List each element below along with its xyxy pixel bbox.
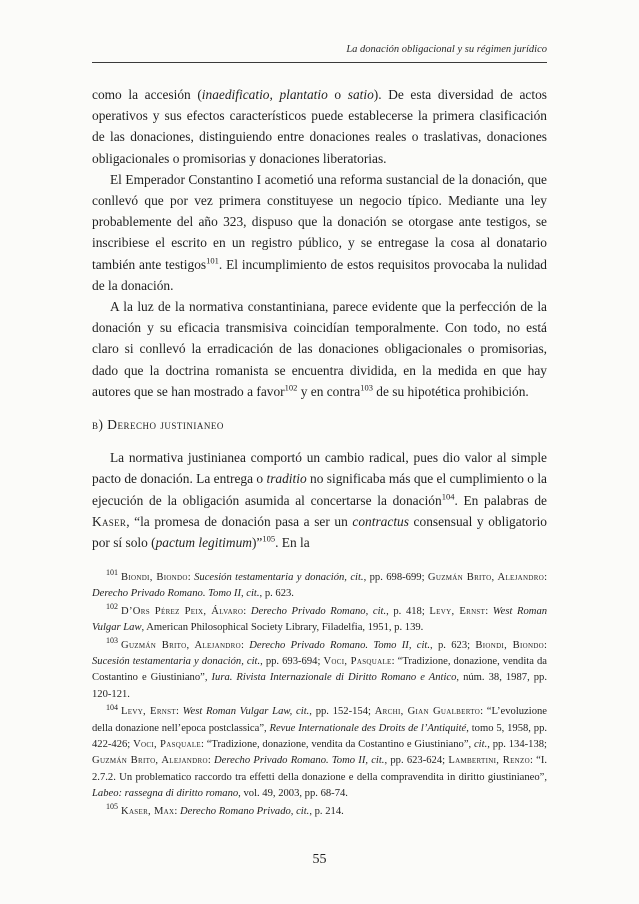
italic-run: inaedificatio, plantatio [201, 87, 328, 102]
footnote-ref: 105 [262, 533, 276, 544]
text-run: , pp. 698-699; [363, 572, 428, 583]
text-run: ). De esta diversidad de actos operativos y sus efectos característicos puede establecerse la primera clasificación de las donaciones, distinguiendo entre donaciones reales o traslativas, donaciones obligacionales o promisorias y donaciones liberatorias. [92, 87, 547, 166]
running-header: La donación obligacional y su régimen jurídico [346, 44, 547, 55]
text-run: , American Philosophical Society Library, Filadelfia, 1951, p. 139. [141, 622, 424, 634]
footnote-105 [92, 804, 547, 820]
text-run: o [327, 87, 348, 102]
text-run: : [544, 639, 547, 651]
text-run: , p. 623. [259, 588, 294, 600]
section-heading: b) Derecho justinianeo [92, 417, 224, 433]
italic-run: Derecho Privado Romano. Tomo II, cit. [214, 755, 385, 767]
text-run: A la luz de la normativa constantiniana, parece evidente que la perfección de la donación y su eficacia transmisiva coincidían temporalmente. Con todo, no está claro si conllevó la erradicación de las donaciones obligacionales o promisorias, dado que la doctrina romanista se encuentra dividida, en la medida en que hay autores que se han mostrado a favor [92, 299, 547, 399]
author-name: Biondi, Biondo [475, 639, 545, 651]
text-run: como la accesión ( [92, 87, 202, 102]
italic-run: traditio [266, 471, 307, 487]
italic-run: Derecho Romano Privado, cit. [179, 805, 310, 817]
text-run: )” [251, 535, 263, 551]
author-name: Levy, Ernst [429, 605, 486, 617]
paragraph-4 [92, 447, 547, 553]
italic-run: contractus [352, 513, 409, 529]
text-run: y en contra [297, 383, 361, 399]
page-number: 55 [312, 852, 327, 867]
text-run: , “la promesa de donación pasa a ser un [126, 513, 353, 529]
text-run: El Emperador Constantino I acometió una reforma sustancial de la donación, que conllevó que por vez primera constituyese un negocio típico. Mediante una ley probablemente del año 323, dispuso que la donación se otorgase ante testigos, se inscribiese el escrito en un registro público, y se entregase la cosa al donatario también ante testigos [92, 171, 547, 272]
footnote-ref: 104 [441, 491, 455, 502]
footnote-103 [92, 638, 547, 704]
text-run: . En la [275, 535, 310, 551]
author-name: Kaser [92, 513, 127, 529]
paragraph-2 [92, 169, 547, 296]
italic-run: Sucesión testamentaria y donación, cit. [194, 572, 364, 583]
text-run: no significaba más que el cumplimiento o la ejecución de la obligación asumida al concertarse la donación [92, 471, 547, 508]
italic-run: Labeo: rassegna di diritto romano [92, 788, 239, 800]
footnote-101 [92, 570, 547, 603]
text-run: de su hipotética prohibición. [372, 383, 529, 399]
italic-run: West Roman Vulgar Law [92, 605, 548, 634]
text-run: : “Tradizione, donazione, vendita da Costantino e Giustiniano”, [200, 739, 474, 751]
italic-run: Iura. Rivista Internazionale di Diritto Romano e Antico [211, 672, 457, 684]
text-run: : [187, 572, 195, 583]
footnote-ref: 103 [360, 382, 373, 393]
text-run: , pp. 152-154; [309, 706, 375, 718]
text-run: : [485, 605, 493, 617]
footnote-number: 102 [106, 602, 118, 612]
footnote-ref: 101 [206, 255, 219, 266]
italic-run: Sucesión testamentaria y donación, cit. [92, 656, 261, 668]
text-run: : [174, 805, 180, 817]
italic-run: pactum legitimum [155, 535, 252, 551]
italic-run: Revue Internationale des Droits de l’Antiquité [269, 722, 467, 734]
text-run: : [240, 639, 250, 651]
text-run: : [175, 706, 183, 718]
text-run: , p. 623; [430, 639, 476, 651]
author-name: Levy, Ernst [121, 706, 176, 718]
text-run: : “I. 2.7.2. Un problematico raccordo tra effetti della donazione e della compravendita in diritto giustinianeo”, [92, 755, 548, 783]
text-run: consensual y obligatorio por sí solo ( [92, 513, 547, 551]
italic-run: satio [347, 87, 374, 102]
footnote-ref: 102 [284, 382, 298, 393]
text-run: : [544, 572, 548, 583]
text-run: La normativa justinianea comportó un cambio radical, pues dio valor al simple pacto de donación. La entrega o [92, 450, 547, 487]
text-run: . En palabras de [454, 492, 547, 508]
text-run: : “L’evoluzione della donazione nell’epoca postclassica”, [92, 706, 547, 734]
footnote-number: 105 [106, 802, 118, 812]
footnote-102 [92, 604, 547, 637]
text-run: , pp. 134-138; [487, 739, 547, 751]
text-run: , pp. 693-694; [260, 656, 324, 668]
footnote-number: 101 [106, 568, 118, 578]
author-name: Biondi, Biondo [121, 572, 188, 583]
italic-run: Derecho Privado Romano. Tomo II, cit. [249, 639, 431, 651]
text-run: , vol. 49, 2003, pp. 68-74. [238, 788, 348, 800]
text-run: , p. 214. [309, 805, 344, 817]
author-name: Guzmán Brito, Alejandro [92, 755, 208, 767]
text-run: : [207, 755, 215, 767]
text-run: : [243, 605, 251, 617]
text-run: , p. 418; [386, 605, 430, 617]
text-run: . El incumplimiento de estos requisitos provocaba la nulidad de la donación. [92, 256, 547, 293]
paragraph-1 [92, 84, 547, 169]
footnote-104 [92, 704, 547, 802]
author-name: Guzmán Brito, Alejandro [427, 572, 545, 583]
author-name: Voci, Pasquale [323, 656, 392, 668]
footnotes [92, 570, 547, 821]
text-run: : “Tradizione, donazione, vendita da Costantino e Giustiniano”, [92, 656, 547, 684]
author-name: D’Ors Pérez Peix, Álvaro [121, 605, 244, 617]
author-name: Voci, Pasquale [133, 739, 201, 751]
paragraph-3 [92, 296, 547, 402]
main-text [92, 84, 547, 553]
author-name: Kaser, Max [121, 805, 175, 817]
text-run: , pp. 623-624; [384, 755, 449, 767]
text-run: , núm. 38, 1987, pp. 120-121. [92, 672, 547, 700]
italic-run: Derecho Privado Romano. Tomo II, cit. [92, 588, 260, 600]
italic-run: cit. [473, 739, 488, 751]
italic-run: Derecho Privado Romano, cit. [250, 605, 387, 617]
author-name: Guzmán Brito, Alejandro [121, 639, 241, 651]
author-name: Lambertini, Renzo [448, 755, 530, 767]
footnote-number: 103 [106, 636, 118, 646]
author-name: Archi, Gian Gualberto [374, 706, 481, 718]
text-run: , tomo 5, 1958, pp. 422-426; [92, 722, 548, 751]
footnote-number: 104 [106, 702, 118, 712]
header-rule [92, 62, 547, 63]
italic-run: West Roman Vulgar Law, cit. [182, 706, 310, 718]
